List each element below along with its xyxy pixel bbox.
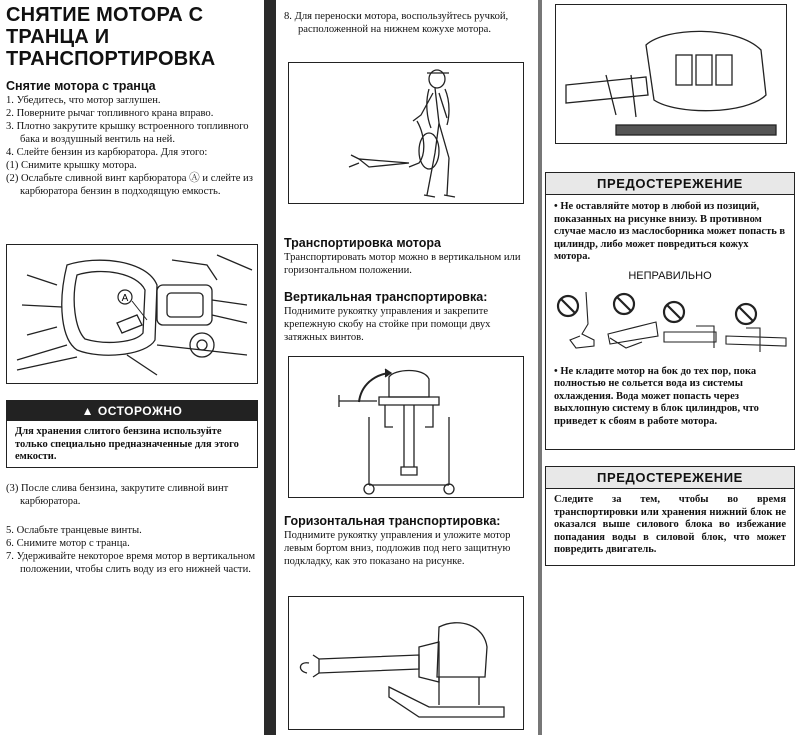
transport-title: Транспортировка мотора [284, 236, 441, 250]
final-steps [6, 524, 258, 576]
step-1: 1. Убедитесь, что мотор заглушен. [6, 95, 161, 106]
step-4-3-text: (3) После слива бензина, закрутите сливной винт карбюратора. [6, 483, 229, 507]
wrong-label: НЕПРАВИЛЬНО [628, 269, 712, 282]
bullet-icon: • [554, 365, 561, 377]
transport-text: Транспортировать мотор можно в вертикальном или горизонтальном положении. [284, 252, 521, 276]
carburetor-figure [6, 244, 258, 384]
warning-text: Для хранения слитого бензина используйте только специально предназначенные для этого емкости. [15, 426, 239, 462]
warning-triangle-icon: ▲ [81, 404, 98, 418]
wrong-positions-drawing [546, 284, 792, 364]
motor-on-tiller-figure [555, 4, 787, 144]
motor-on-stand-drawing [289, 357, 524, 498]
horizontal-transport-text: Поднимите рукоятку управления и уложите мотор левым бортом вниз, подложив под него защитную подкладку, как это показано на рисунке. [284, 530, 511, 567]
person-carrying-drawing [289, 63, 524, 204]
step-5: 5. Ослабьте транцевые винты. [6, 525, 142, 536]
right-column [543, 0, 799, 735]
page-gutter-right [538, 0, 542, 735]
caution-2-text: Следите за тем, чтобы во время транспортировки или хранения нижний блок не оказался выше силового блока во избежание попадания воды в силовой блок, что может повредить двигатель. [554, 494, 786, 555]
removal-steps [6, 94, 258, 198]
warning-title: ОСТОРОЖНО [97, 404, 183, 418]
step-4-3 [6, 482, 258, 508]
caution-1-header: ПРЕДОСТЕРЕЖЕНИЕ [546, 173, 794, 195]
page-title: СНЯТИЕ МОТОРА С ТРАНЦА И ТРАНСПОРТИРОВКА [6, 4, 216, 70]
step-2: 2. Поверните рычаг топливного крана вправо. [6, 108, 214, 119]
left-column [0, 0, 268, 735]
middle-column [276, 0, 538, 735]
carburetor-drawing [7, 245, 258, 384]
step-8-text: 8. Для переноски мотора, воспользуйтесь ручкой, расположенной на нижнем кожухе мотора. [284, 11, 509, 35]
step-4: 4. Слейте бензин из карбюратора. Для этого: [6, 147, 208, 158]
vertical-transport-text: Поднимите рукоятку управления и закрепите крепежную скобу на стойке при помощи двух затяжных винтов. [284, 306, 491, 343]
caution-1-item-1: • Не оставляйте мотор в любой из позиций, показанных на рисунке внизу. В противном случае масло из маслосборника может попасть в цилиндр, либо может повредиться кожух мотора. [554, 201, 786, 262]
warning-box [6, 400, 258, 468]
step-7: 7. Удерживайте некоторое время мотор в вертикальном положении, чтобы слить воду из его нижней части. [6, 551, 256, 575]
step-3: 3. Плотно закрутите крышку встроенного топливного бака и воздушный вентиль на ней. [6, 121, 249, 145]
motor-lying-drawing [289, 597, 524, 730]
step-8 [284, 10, 532, 36]
caution-box-1 [545, 172, 795, 450]
section-title-removal: Снятие мотора с транца [6, 79, 156, 93]
step-4-1: (1) Снимите крышку мотора. [6, 160, 137, 171]
carrying-figure [288, 62, 524, 204]
step-4-2: (2) Ослабьте сливной винт карбюратора Ⓐ и слейте из карбюратора бензин в подходящую емкость. [6, 173, 253, 197]
caution-2-header: ПРЕДОСТЕРЕЖЕНИЕ [546, 467, 794, 489]
callout-a-label: A [121, 293, 129, 304]
caution-1-item-2: • Не кладите мотор на бок до тех пор, пока полностью не сольется вода из системы охлаждения. Вода может попасть через выхлопную систему в блок цилиндров, что приведет к сбоям в работе мотора. [554, 365, 759, 427]
horizontal-transport-title: Горизонтальная транспортировка: [284, 514, 501, 528]
motor-side-drawing [556, 5, 787, 144]
bullet-icon: • [554, 201, 561, 212]
horizontal-transport-figure [288, 596, 524, 730]
caution-box-2 [545, 466, 795, 566]
warning-header [7, 401, 257, 421]
step-6: 6. Снимите мотор с транца. [6, 538, 130, 549]
vertical-transport-figure [288, 356, 524, 498]
vertical-transport-title: Вертикальная транспортировка: [284, 290, 488, 304]
